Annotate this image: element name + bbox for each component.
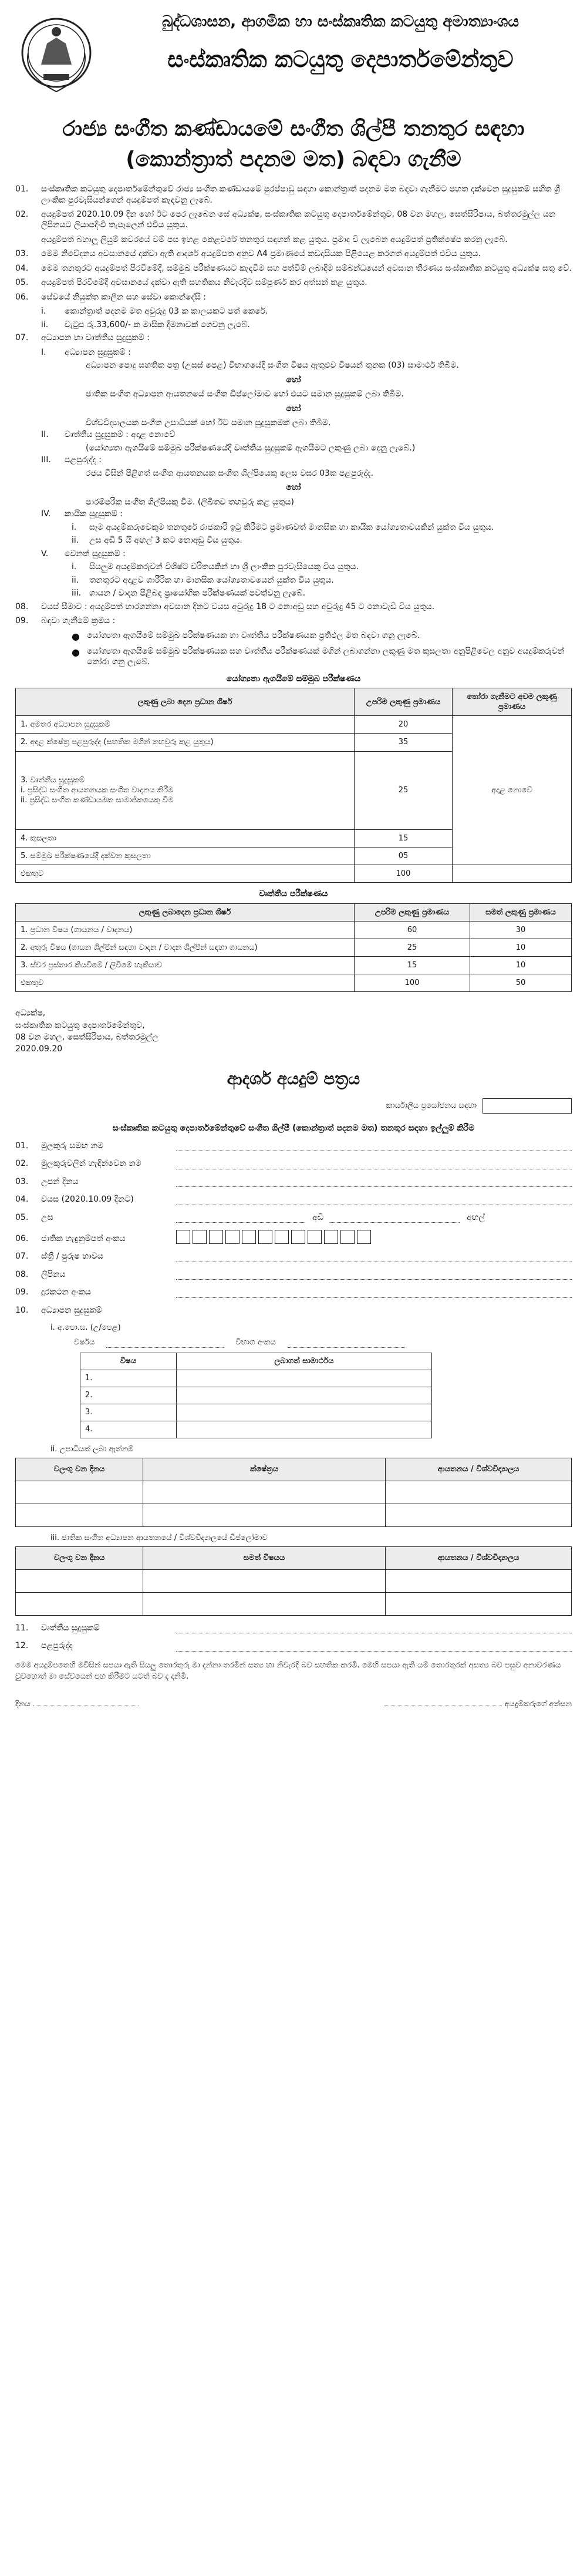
bullet-icon: ● bbox=[72, 646, 80, 658]
text-input-line[interactable] bbox=[176, 1195, 572, 1205]
column-header: වලංගු වන දිනය bbox=[16, 1546, 143, 1569]
notice-title: රාජ්‍ය සංගීත කණ්ඩායමේ සංගීත ශිල්පී තනතුර සඳහා bbox=[62, 117, 525, 141]
text-input-line[interactable] bbox=[176, 1642, 572, 1652]
column-header: ක්ෂේත්‍රය bbox=[143, 1458, 386, 1481]
subjects-table bbox=[80, 1353, 432, 1438]
para-03: 03. මෙම නිවේදනය අවසානයේ දක්වා ඇති ආදර්ශ අයදුම්පත අනුව A4 ප්‍රමාණයේ කඩදාසියක පිළියෙළ කරගත් අයදුම්පත් එවිය යුතුය. bbox=[15, 249, 481, 259]
qual-physical: IV. කායික සුදුසුකම් : bbox=[41, 509, 123, 519]
para-06: 06. සේවයේ නියුක්ත කාලීන සහ සේවා කොන්දේසි : bbox=[15, 292, 206, 302]
table-row: 2. අතුරු විෂය (ගායන ශිල්පීන් සඳහා වාදන / වාදන ශිල්පීන් සඳහා ගායනය) 25 10 bbox=[16, 939, 572, 956]
table-row[interactable]: 1. bbox=[80, 1370, 432, 1387]
qual-other: V. වෙනත් සුදුසුකම් : bbox=[41, 549, 126, 559]
diploma-label: iii. ජාතික සංගීත අධ්‍යාපන ආයතනයේ / විශ්වවිද්‍යාලයේ ඩිප්ලෝමාව bbox=[50, 1533, 268, 1542]
practical-marks-table bbox=[15, 903, 572, 993]
table-row[interactable] bbox=[16, 1569, 572, 1592]
height-in-input[interactable] bbox=[330, 1213, 460, 1223]
column-header: උපරිම ලකුණු ප්‍රමාණය bbox=[355, 688, 453, 716]
text-input-line[interactable] bbox=[176, 1141, 572, 1151]
form-field: 09. දුරකථන අංකය bbox=[15, 1287, 572, 1297]
table-row[interactable]: 4. bbox=[80, 1421, 432, 1438]
column-header: ලබාගත් සාමාර්ථය bbox=[176, 1353, 431, 1370]
notice-body bbox=[15, 184, 572, 668]
column-header: ආයතනය / විශ්වවිද්‍යාලය bbox=[386, 1458, 572, 1481]
office-use: කාර්යාලීය ප්‍රයෝජනය සඳහා bbox=[15, 1098, 572, 1114]
form-field: 06. ජාතික හැඳුනුම්පත් අංකය bbox=[15, 1230, 572, 1244]
table-row: 3. වෘත්තීය සුදුසුකම් i. ප්‍රසිද්ධ සංගීත ආයතනයක සංගීත වාදනය කිරීම ii. ප්‍රසිද්ධ සංගීත කණ්ඩායමක සාමාජිකයෙකු වීම 25 bbox=[16, 751, 572, 829]
physical-item: i. සෑම අයදුම්කරුවෙකුම තනතුරේ රාජකාරි ඉටු කිරීමට ප්‍රමාණවත් මානසික හා කායික යෝග්‍යතාවයකින් යුක්ත විය යුතුය. bbox=[72, 522, 494, 532]
text-input-line[interactable] bbox=[176, 1252, 572, 1262]
qual-educational: I. අධ්‍යාපන සුදුසුකම් : bbox=[41, 347, 131, 357]
application-title: ආදර්ශ අයදුම් පත්‍රය bbox=[227, 1068, 360, 1088]
form-field: 11. වෘත්තීය සුදුසුකම් bbox=[15, 1623, 572, 1633]
ministry-name: බුද්ධශාසන, ආගමික හා සංස්කෘතික කටයුතු අමාත්‍යාංශය bbox=[161, 13, 519, 31]
text-input-line[interactable] bbox=[176, 1270, 572, 1280]
text-input-line[interactable] bbox=[176, 1177, 572, 1187]
condition-item: ii. වැටුප රු.33,600/- ක මාසික දීමනාවක් ගෙවනු ලැබේ. bbox=[41, 320, 250, 329]
column-header: තෝරා ගැනීමට අවම ලකුණු ප්‍රමාණය bbox=[453, 688, 572, 716]
form-field: 03. උපන් දිනය bbox=[15, 1176, 572, 1187]
signature-block: අධ්‍යක්ෂ, සංස්කෘතික කටයුතු දෙපාර්තමේන්තුව, 08 වන මහල, සෙත්සිරිපාය, බත්තරමුල්ල 2020.09.20 bbox=[15, 1008, 158, 1054]
signature-line: දිනය අයදුම්කරුගේ අත්සන bbox=[15, 1699, 572, 1709]
degree-label: ii. උපාධියක් ලබා ඇත්නම් bbox=[50, 1444, 134, 1454]
para-07: 07. අධ්‍යාපන හා වෘත්තීය සුදුසුකම් : bbox=[15, 333, 150, 343]
other-item: ii. තනතුරට අදාළව ශාරීරික හා මානසික යෝග්‍යතාවයෙන් යුක්ත විය යුතුය. bbox=[72, 575, 334, 585]
index-input[interactable] bbox=[288, 1337, 405, 1347]
condition-item: i. කොන්ත්‍රාත් පදනම මත අවුරුදු 03 ක කාලයකට පත් කෙරේ. bbox=[41, 307, 268, 317]
department-name: සංස්කෘතික කටයුතු දෙපාර්තමේන්තුව bbox=[167, 46, 514, 72]
other-item: i. සියලුම අයදුම්කරුවන් විශිෂ්ට චරිතයකින් හා ශ්‍රී ලාංකික පුරවැසියෙකු විය යුතුය. bbox=[72, 562, 359, 572]
table-row: 1. අමතර අධ්‍යාපන සුදුසුකම් 20 අදාළ නොවේ bbox=[16, 716, 572, 734]
para-08: 08. වයස් සීමාව : අයදුම්පත් භාරගන්නා අවසාන දිනට වයස අවුරුදු 18 ට නොඅඩු සහ අවුරුදු 45 ට නොවැඩි විය යුතුය. bbox=[15, 601, 435, 611]
form-field: 08. ලිපිනය bbox=[15, 1269, 572, 1280]
method-item: ● යෝග්‍යතා ඇගයීමේ සම්මුඛ පරීක්ෂණයක සහ වෘත්තීය පරීක්ෂණයක් මගින් ලබාගන්නා ලකුණු මත කුසලතා අනුපිළිවෙල අනුව අයදුම්කරුවන් තෝරා ගනු ලැබේ. bbox=[72, 646, 565, 667]
notice-subtitle: (කොන්ත්‍රාත් පදනම මත) බඳවා ගැනීම bbox=[126, 147, 461, 171]
qual-experience: III. පළපුරුද්ද : bbox=[41, 455, 102, 465]
column-header: ලකුණු ලබාදෙන ප්‍රධාන ශීර්ෂ bbox=[16, 903, 355, 921]
declaration-text: මෙම අයදුම්පතෙහි මවිසින් සපයා ඇති සියලු තොරතුරු මා දන්නා තරමින් සත්‍ය හා නිවැරදි බව සහතික කරමි. මෙහි සපයා ඇති යම් තොරතුරක් අසත්‍ය බව පසුව අනාවරණය වුවහොත් මා සේවයෙන් පහ කිරීමට යටත් බව ද දනිමි. bbox=[15, 1660, 561, 1682]
qual-professional: II. වෘත්තීය සුදුසුකම් : අදාළ නොවේ bbox=[41, 430, 176, 440]
diploma-table bbox=[15, 1546, 572, 1616]
para-04: 04. මෙම තනතුරට අයදුම්පත් පිරවීමේදී, සම්මුඛ පරීක්ෂණයට කැඳවීම සහ පත්වීම් ලබාදීම සම්බන්ධයෙන් අවසාන තීරණය සංස්කෘතික කටයුතු අධ්‍යක්ෂ සතු වේ. bbox=[15, 263, 572, 273]
practical-table-title: වෘත්තීය පරීක්ෂණය bbox=[259, 889, 328, 899]
office-use-box[interactable] bbox=[483, 1098, 572, 1114]
column-header: වලංගු වන දිනය bbox=[16, 1458, 143, 1481]
experience-option-b: පාරම්පරික සංගීත ශිල්පියකු වීම. (ලිඛිතව තහවුරු කළ යුතුය) bbox=[86, 497, 295, 507]
text-input-line[interactable] bbox=[176, 1288, 572, 1298]
nic-boxes[interactable] bbox=[176, 1230, 371, 1244]
para-01: 01. සංස්කෘතික කටයුතු දෙපාර්තමේන්තුවේ රාජ්‍ය සංගීත කණ්ඩායමේ පුරප්පාඩු සඳහා කොන්ත්‍රාත් පදනම මත බඳවා ගැනීමට පහත දක්වෙන සුදුසුකම් සහිත ශ්‍රී ලාංකික පුරවැසියන්ගෙන් අයදුම්පත් කැඳවනු ලැබේ. bbox=[15, 184, 561, 205]
table-total-row: එකතුව 100 bbox=[16, 865, 572, 882]
form-field: 02. මුලකුරුවලින් හැඳින්වෙන නම bbox=[15, 1158, 572, 1169]
table-row: 3. ස්වර ප්‍රස්තාර කියවීමේ / ලිවීමේ හැකියාව 15 10 bbox=[16, 957, 572, 974]
table-total-row: එකතුව 100 50 bbox=[16, 974, 572, 992]
column-header: විෂය bbox=[80, 1353, 177, 1370]
column-header: උපරිම ලකුණු ප්‍රමාණය bbox=[355, 903, 470, 921]
table-row: 1. ප්‍රධාන විෂය (ගායනය / වාදනය) 60 30 bbox=[16, 921, 572, 939]
column-header: ලකුණු ලබා දෙන ප්‍රධාන ශීර්ෂ bbox=[16, 688, 355, 716]
interview-marks-table bbox=[15, 688, 572, 883]
form-field: 10. අධ්‍යාපන සුදුසුකම් bbox=[15, 1305, 102, 1315]
para-02b: අයදුම්පත් බහාලූ ලියුම් කවරයේ වම් පස ඉහළ කෙළවරේ තනතුර සඳහන් කළ යුතුය. ප්‍රමාද වී ලැබෙන අයදුම්පත් ප්‍රතික්ෂේප කරනු ලැබේ. bbox=[41, 234, 508, 244]
qual-option-b: ජාතික සංගීත අධ්‍යාපන ආයතනයේ සංගීත ඩිප්ලෝමාව හෝ එයට සමාන සුදුසුකම් ලබා තිබීම. bbox=[86, 389, 404, 399]
or-label: හෝ bbox=[286, 375, 301, 385]
table-row[interactable] bbox=[16, 1504, 572, 1526]
or-label: හෝ bbox=[286, 483, 301, 493]
column-header: සමත් ලකුණු ප්‍රමාණය bbox=[470, 903, 572, 921]
year-input[interactable] bbox=[106, 1337, 224, 1347]
degree-table bbox=[15, 1458, 572, 1527]
table-row: 2. අදාළ ක්ෂේත්‍ර පළපුරුද්ද (සහතික මගින් තහවුරු කළ යුතුය) 35 bbox=[16, 734, 572, 751]
national-emblem-icon bbox=[18, 11, 95, 99]
interview-table-title: යෝග්‍යතා ඇගයීමේ සම්මුඛ පරීක්ෂණය bbox=[226, 674, 361, 684]
table-row[interactable]: 3. bbox=[80, 1404, 432, 1421]
other-item: iii. ගායන / වාදන පිළිබඳ ප්‍රායෝගික පරීක්ෂණයක් පවත්වනු ලැබේ. bbox=[72, 588, 306, 598]
qual-option-c: විශ්වවිද්‍යාලයක සංගීත උපාධියක් හෝ ඊට සමාන සුදුසුකමක් ලබා තිබීම. bbox=[86, 418, 331, 428]
qual-professional-note: (යෝග්‍යතා ඇගයීමේ සම්මුඛ පරීක්ෂණයේදී වෘත්තීය සුදුසුකම් ඇගයීමට ලකුණු ලබා දෙනු ලැබේ.) bbox=[86, 443, 416, 453]
text-input-line[interactable] bbox=[176, 1623, 572, 1633]
application-heading: සංස්කෘතික කටයුතු දෙපාර්තමේන්තුවේ සංගීත ශිල්පී (කොන්ත්‍රාත් පදනම මත) තනතුර සඳහා ඉල්ලුම් කිරීම bbox=[112, 1123, 475, 1133]
text-input-line[interactable] bbox=[176, 1159, 572, 1169]
table-row[interactable]: 2. bbox=[80, 1387, 432, 1404]
column-header: සමත් විෂයය bbox=[143, 1546, 386, 1569]
para-05: 05. අයදුම්පත් පිරවීමේදී අවසානයේ දක්වා ඇති සහතිකය නිවැරදිව සම්පූර්ණ කර අත්සන් කළ යුතුය. bbox=[15, 278, 367, 288]
table-row[interactable] bbox=[16, 1481, 572, 1504]
form-field: 07. ස්ත්‍රී / පුරුෂ භාවය bbox=[15, 1251, 572, 1262]
para-09: 09. බඳවා ගැනීමේ ක්‍රමය : bbox=[15, 616, 116, 626]
para-02: 02. අයදුම්පත් 2020.10.09 දින හෝ ඊට පෙර ලැබෙන සේ අධ්‍යක්ෂ, සංස්කෘතික කටයුතු දෙපාර්තමේන්තුව, 08 වන මහල, සෙත්සිරිපාය, බත්තරමුල්ල යන ලිපිනයට ලියාපදිංචි තැපෑලෙන් එවිය යුතුය. bbox=[15, 209, 556, 230]
table-row: 5. සම්මුඛ පරීක්ෂණයේදී දක්වන කුසලතා 05 bbox=[16, 847, 572, 865]
table-row[interactable] bbox=[16, 1592, 572, 1615]
qual-option-a: අධ්‍යාපන පොදු සහතික පත්‍ර (උසස් පෙළ) විභාගයේදී සංගීත විෂය ඇතුළුව විෂයන් තුනක (03) සාමාර්ථ තිබීම. bbox=[86, 361, 459, 371]
or-label: හෝ bbox=[286, 403, 301, 413]
physical-item: ii. උස අඩි 5 යි අඟල් 3 කට නොඅඩු විය යුතුය. bbox=[72, 536, 242, 546]
form-field: 05. උස අඩි අඟල් bbox=[15, 1212, 485, 1222]
bullet-icon: ● bbox=[72, 630, 80, 642]
form-field: 01. මුලකුරු සමඟ නම bbox=[15, 1141, 572, 1151]
column-header: ආයතනය / විශ්වවිද්‍යාලය bbox=[386, 1546, 572, 1569]
form-field: 04. වයස (2020.10.09 දිනට) bbox=[15, 1194, 572, 1205]
experience-option-a: රජය විසින් පිළිගත් සංගීත ආයතනයක සංගීත ශිල්පියෙකු ලෙස වසර 03ක පළපුරුද්ද. bbox=[86, 468, 374, 478]
min-marks-cell: අදාළ නොවේ bbox=[453, 716, 572, 865]
form-field: 12. පළපුරුද්ද bbox=[15, 1640, 572, 1651]
method-item: ● යෝග්‍යතා ඇගයීමේ සම්මුඛ පරීක්ෂණයක හා වෘත්තීය පරීක්ෂණයක ප්‍රතිඵල මත බඳවා ගනු ලැබේ. bbox=[72, 630, 420, 642]
header bbox=[15, 8, 572, 114]
al-section: i. අ.පො.ස. (උ/පෙළ) වර්ෂය විභාග අංකය bbox=[50, 1323, 572, 1347]
height-ft-input[interactable] bbox=[176, 1213, 305, 1223]
table-row: 4. කුසලතා 15 bbox=[16, 829, 572, 847]
